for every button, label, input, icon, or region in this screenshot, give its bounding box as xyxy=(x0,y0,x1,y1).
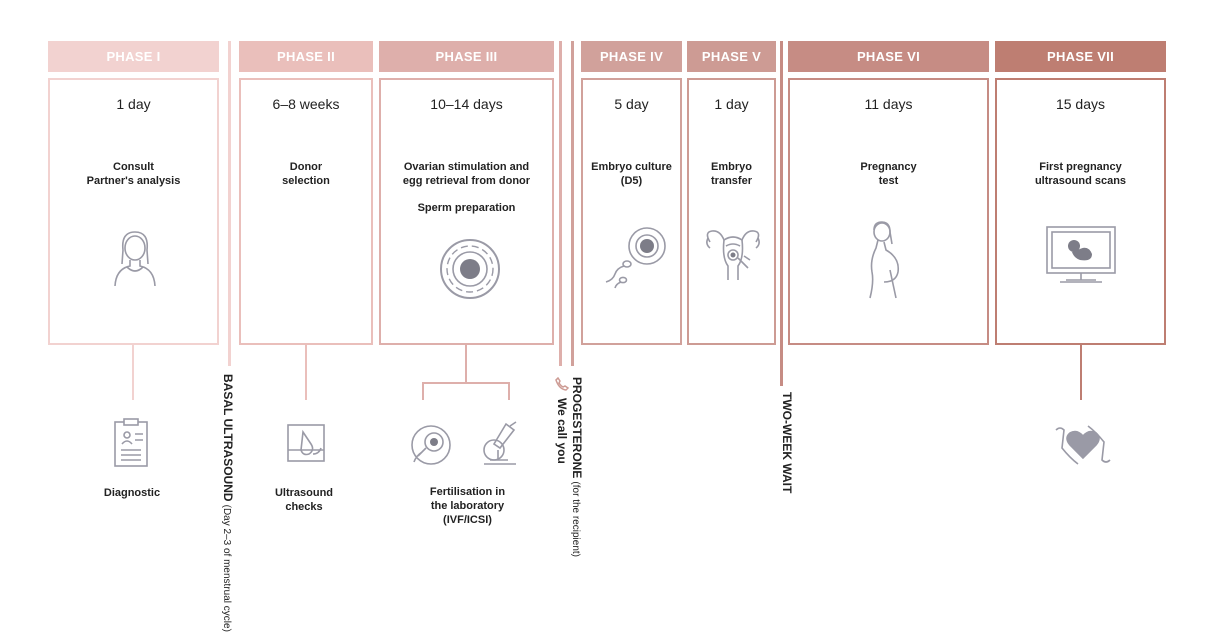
phase-name: PHASE VII xyxy=(1047,49,1114,64)
phase-box-3 xyxy=(379,78,554,345)
connector-phase3-h xyxy=(422,382,510,384)
step-ultrasound-checks-label: Ultrasound checks xyxy=(274,487,334,513)
step-diagnostic-label: Diagnostic xyxy=(103,487,161,499)
woman-icon xyxy=(110,228,160,290)
phase-duration: 5 day xyxy=(614,96,649,112)
connector-phase3-l xyxy=(422,382,424,400)
phase-name: PHASE V xyxy=(701,49,762,64)
phone-icon xyxy=(555,377,569,391)
egg-icon xyxy=(439,238,501,300)
phase-name: PHASE III xyxy=(435,49,498,64)
progesterone-line-2 xyxy=(571,41,574,366)
phase-activity: First pregnancy ultrasound scans xyxy=(1034,161,1127,187)
connector-phase3 xyxy=(465,345,467,383)
phase-activity: Consult Partner's analysis xyxy=(86,161,181,187)
connector-phase1 xyxy=(132,345,134,400)
phase-name: PHASE II xyxy=(276,49,336,64)
connector-phase2 xyxy=(305,345,307,400)
progesterone-text: PROGESTERONE (for the recipient) xyxy=(570,377,584,558)
connector-phase7 xyxy=(1080,345,1082,400)
phase-header-2 xyxy=(239,41,373,72)
phase-duration: 1 day xyxy=(116,96,151,112)
connector-phase3-r xyxy=(508,382,510,400)
two-week-wait-text: TWO-WEEK WAIT xyxy=(780,392,794,494)
phase-duration: 15 days xyxy=(1055,96,1106,112)
fertilisation-egg-icon xyxy=(408,422,454,468)
we-call-you-text: We call you xyxy=(555,398,569,464)
step-fertilisation-label: Fertilisation in the laboratory (IVF/ICSI) xyxy=(429,486,506,526)
phase-activity: Embryo culture (D5) xyxy=(591,161,672,187)
basal-ultrasound-text: BASAL ULTRASOUND (Day 2–3 of menstrual cycle) xyxy=(221,374,235,632)
heart-hands-icon xyxy=(1054,418,1112,472)
ultrasound-monitor-icon xyxy=(1044,224,1118,288)
phase-header-5 xyxy=(687,41,776,72)
phase-header-4 xyxy=(581,41,682,72)
phase-duration: 1 day xyxy=(714,96,749,112)
phase-box-4 xyxy=(581,78,682,345)
basal-ultrasound-line xyxy=(228,41,231,366)
phase-box-7 xyxy=(995,78,1166,345)
phase-header-1 xyxy=(48,41,219,72)
two-week-wait-line xyxy=(780,41,783,386)
uterus-icon xyxy=(702,228,764,284)
microscope-icon xyxy=(478,420,520,468)
clipboard-icon xyxy=(111,418,151,468)
phase-name: PHASE I xyxy=(106,49,161,64)
progesterone-line-1 xyxy=(559,41,562,366)
phase-duration: 10–14 days xyxy=(430,96,503,112)
phase-name: PHASE IV xyxy=(599,49,664,64)
phase-activity: Ovarian stimulation and egg retrieval from donor xyxy=(402,161,531,187)
phase-box-6 xyxy=(788,78,989,345)
phase-header-6 xyxy=(788,41,989,72)
phase-activity: Embryo transfer xyxy=(711,161,752,187)
phase-activity-secondary: Sperm preparation xyxy=(417,202,516,214)
phase-activity: Donor selection xyxy=(282,161,330,187)
phase-box-2 xyxy=(239,78,373,345)
phase-header-3 xyxy=(379,41,554,72)
phase-activity: Pregnancy test xyxy=(860,161,917,187)
pregnant-woman-icon xyxy=(862,220,906,302)
phase-box-1 xyxy=(48,78,219,345)
phase-duration: 6–8 weeks xyxy=(272,96,340,112)
phase-box-5 xyxy=(687,78,776,345)
phase-duration: 11 days xyxy=(864,96,913,112)
embryo-sperm-icon xyxy=(603,224,667,290)
phase-header-7 xyxy=(995,41,1166,72)
phase-name: PHASE VI xyxy=(856,49,921,64)
ultrasound-probe-icon xyxy=(285,422,327,466)
